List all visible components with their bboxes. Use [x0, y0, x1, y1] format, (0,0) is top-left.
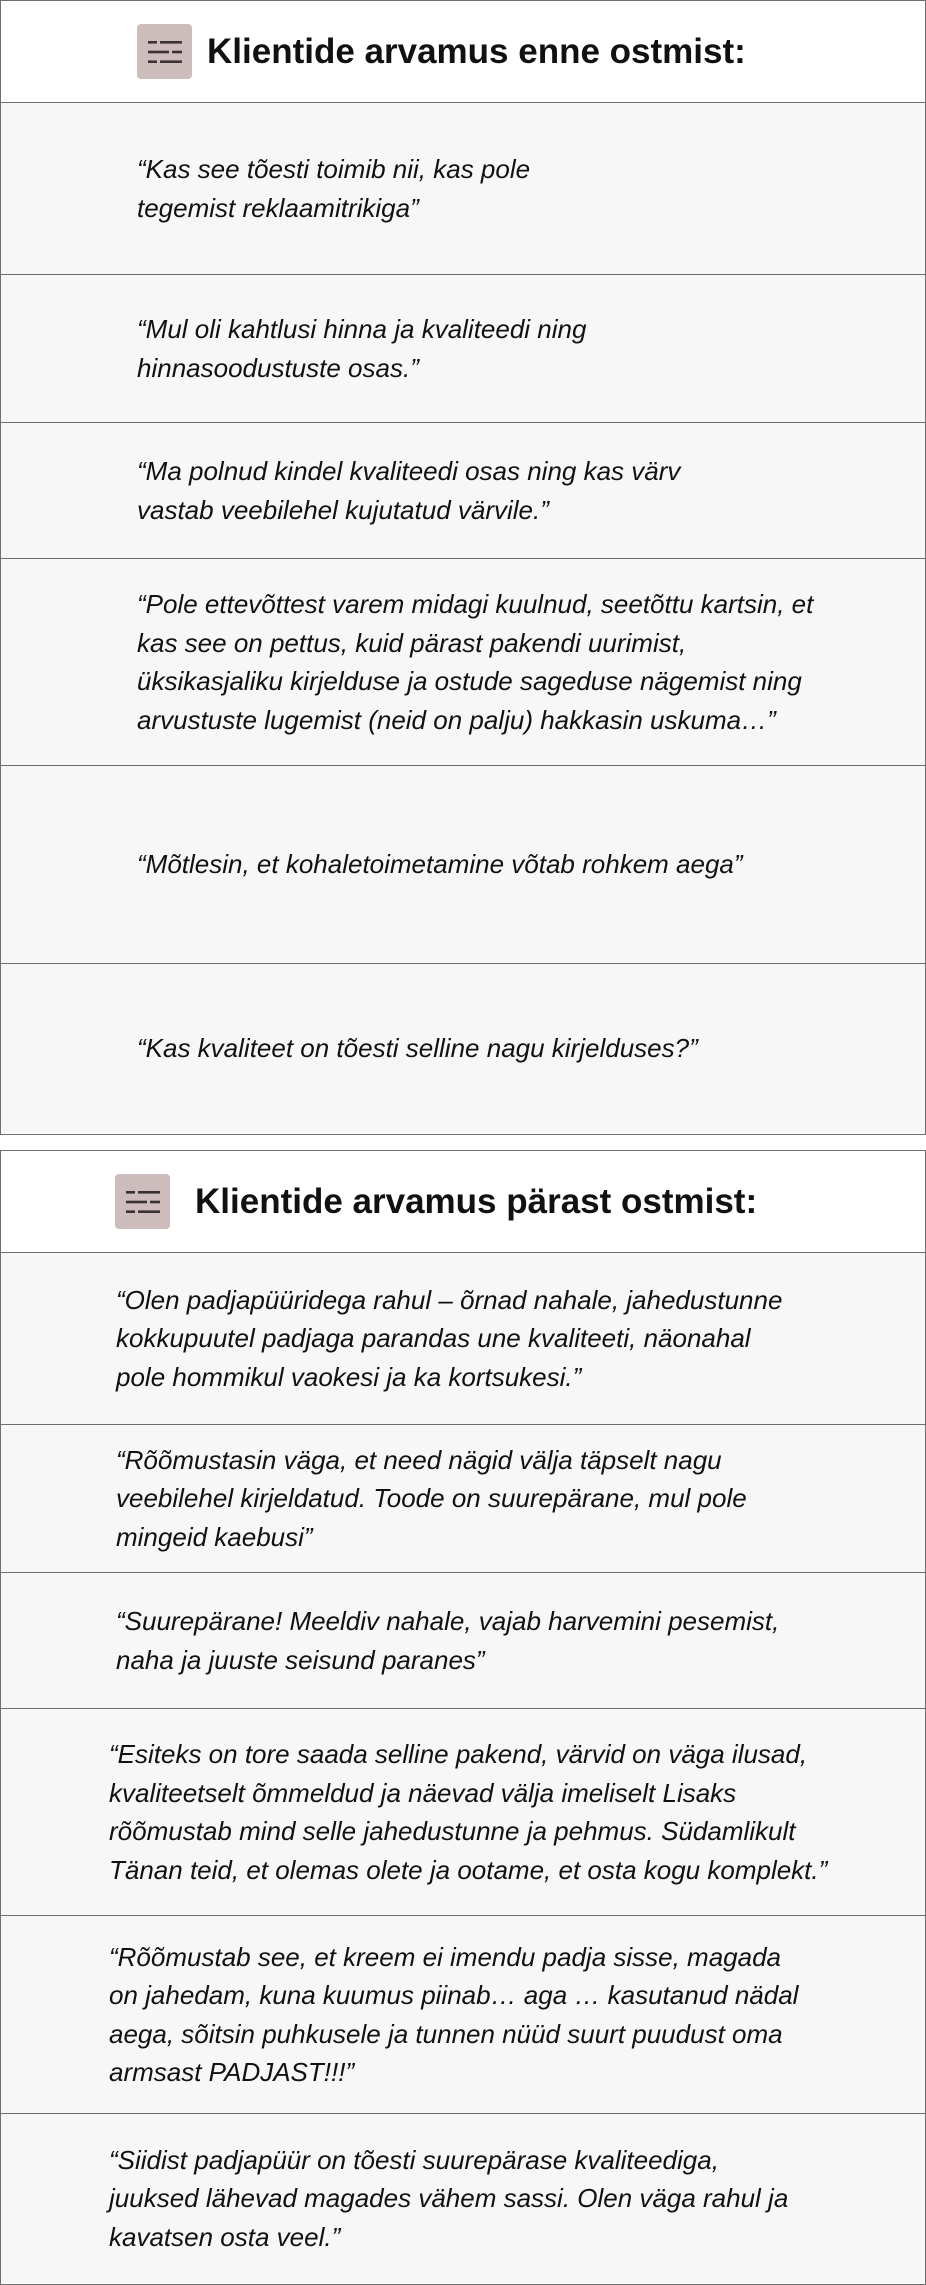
reviews-after-section	[0, 1150, 926, 2285]
review-row	[1, 1916, 925, 2114]
review-quote: “Ma polnud kindel kvaliteedi osas ning kas värv vastab veebilehel kujutatud värvile.”	[137, 456, 681, 525]
reviews-before-section	[0, 0, 926, 1135]
review-row	[1, 1573, 925, 1709]
review-quote: “Mul oli kahtlusi hinna ja kvaliteedi ning hinnasoodustuste osas.”	[137, 314, 587, 383]
section-title: Klientide arvamus enne ostmist:	[207, 32, 746, 71]
review-row	[1, 1253, 925, 1425]
review-quote: “Rõõmustab see, et kreem ei imendu padja sisse, magada on jahedam, kuna kuumus piinab… aga … kasutanud nädal aega, sõitsin puhkusele ja tunnen nüüd suurt puudust oma armsast PADJAST!!!”	[109, 1941, 799, 2087]
list-icon	[115, 1174, 170, 1229]
review-quote: “Olen padjapüüridega rahul – õrnad nahale, jahedustunne kokkupuutel padjaga parandas une kvaliteeti, näonahal pole hommikul vaokesi ja ka kortsukesi.”	[116, 1284, 783, 1392]
section-title: Klientide arvamus pärast ostmist:	[195, 1182, 758, 1221]
section-header	[1, 1, 925, 103]
review-quote: “Kas kvaliteet on tõesti selline nagu kirjelduses?”	[137, 1033, 698, 1064]
review-quote: “Mõtlesin, et kohaletoimetamine võtab rohkem aega”	[137, 849, 743, 880]
review-row	[1, 559, 925, 766]
review-row	[1, 423, 925, 559]
review-row	[1, 1425, 925, 1573]
section-header	[1, 1151, 925, 1253]
review-row	[1, 1709, 925, 1916]
review-quote: “Esiteks on tore saada selline pakend, värvid on väga ilusad, kvaliteetselt õmmeldud ja näevad välja imeliselt Lisaks rõõmustab mind selle jahedustunne ja pehmus. Südamlikult Tänan teid, et olemas olete ja ootame, et osta kogu komplekt.”	[109, 1739, 828, 1885]
review-quote: “Pole ettevõttest varem midagi kuulnud, seetõttu kartsin, et kas see on pettus, kuid pärast pakendi uurimist, üksikasjaliku kirjelduse ja ostude sageduse nägemist ning arvustuste lugemist (neid on palju) hakkasin uskuma…”	[137, 589, 814, 735]
review-quote: “Siidist padjapüür on tõesti suurepärase kvaliteediga, juuksed lähevad magades vähem sassi. Olen väga rahul ja kavatsen osta veel.”	[109, 2144, 789, 2252]
review-quote: “Suurepärane! Meeldiv nahale, vajab harvemini pesemist, naha ja juuste seisund paranes”	[116, 1606, 780, 1675]
list-icon	[137, 24, 192, 79]
review-row	[1, 2114, 925, 2283]
review-row	[1, 766, 925, 964]
review-row	[1, 103, 925, 275]
review-quote: “Kas see tõesti toimib nii, kas pole tegemist reklaamitrikiga”	[137, 154, 531, 223]
review-quote: “Rõõmustasin väga, et need nägid välja täpselt nagu veebilehel kirjeldatud. Toode on suurepärane, mul pole mingeid kaebusi”	[116, 1444, 747, 1552]
review-row	[1, 964, 925, 1133]
review-row	[1, 275, 925, 423]
